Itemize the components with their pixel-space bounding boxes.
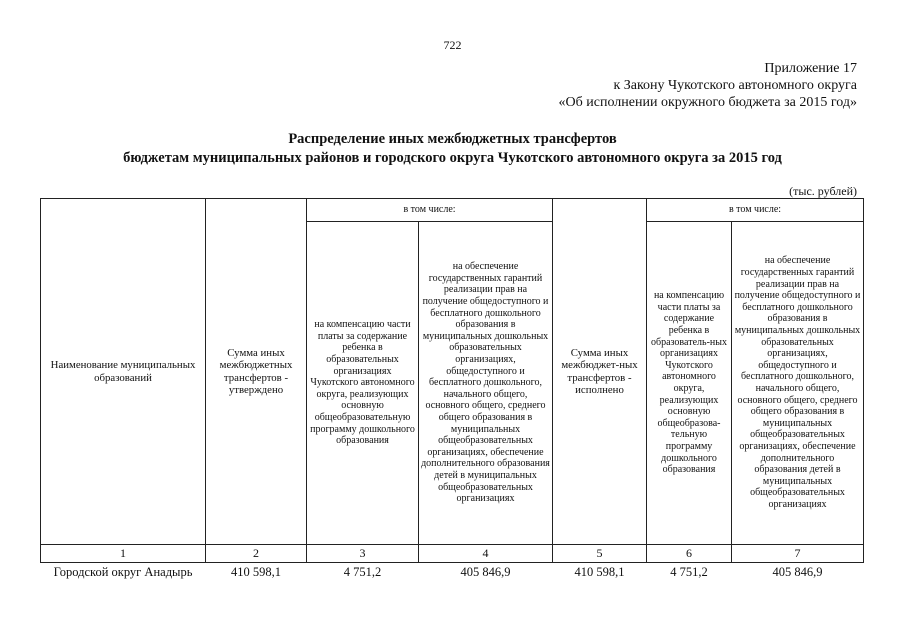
row-name: Городской округ Анадырь	[53, 564, 193, 579]
column-number: 6	[686, 545, 692, 560]
column-number: 1	[120, 545, 126, 560]
row-guar-executed: 405 846,9	[772, 564, 823, 579]
row-sum-executed: 410 598,1	[574, 564, 625, 579]
header-including-2: в том числе:	[728, 204, 782, 216]
header-comp-approved: на компенсацию части платы за содержание ребенка в образовательных организациях Чукотского автономного округа, реализующих основную общеобразовательную программу дошкольного образования	[310, 319, 415, 447]
appendix-number: Приложение 17	[764, 61, 857, 76]
column-number: 7	[794, 545, 801, 560]
document-subtitle: бюджетам муниципальных районов и городского округа Чукотского автономного округа за 2015 год	[123, 150, 782, 166]
column-number: 5	[596, 545, 603, 560]
row-guar-approved: 405 846,9	[460, 564, 511, 579]
column-number: 3	[359, 545, 366, 560]
header-guar-executed: на обеспечение государственных гарантий реализации прав на получение общедоступного и бесплатного дошкольного образования в муниципальных дошкольных образовательных организациях, общедоступного и бесплатного дошкольного, начального общего, основного общего, среднего общего образования в муниципальных общеобразовательных организациях, обеспечение дополнительного образования детей в муниципальных общеобразовательных организациях	[734, 255, 861, 510]
header-comp-executed: на компенсацию части платы за содержание ребенка в образователь-ных организациях Чукотского автономного округа, реализующих основную общеобразова-тельную программу дошкольного образования	[651, 290, 727, 476]
header-including: в том числе:	[403, 204, 456, 216]
header-sum-executed: Сумма иных межбюджет-ных трансфертов - исполнено	[561, 346, 638, 396]
document-title: Распределение иных межбюджетных трансфертов	[288, 131, 617, 147]
appendix-law: к Закону Чукотского автономного округа	[613, 78, 857, 93]
page-number: 722	[443, 38, 462, 52]
column-number: 2	[253, 545, 259, 560]
header-sum-approved: Сумма иных межбюджетных трансфертов - утверждено	[219, 346, 293, 396]
units-label: (тыс. рублей)	[789, 184, 857, 198]
header-name: Наименование муниципальных образований	[50, 359, 196, 384]
row-comp-executed: 4 751,2	[670, 564, 708, 579]
row-sum-approved: 410 598,1	[231, 564, 281, 579]
appendix-law-title: «Об исполнении окружного бюджета за 2015 год»	[558, 95, 857, 110]
row-comp-approved: 4 751,2	[343, 564, 382, 579]
column-number: 4	[482, 545, 489, 560]
header-guar-approved: на обеспечение государственных гарантий реализации прав на получение общедоступного и бесплатного дошкольного образования в муниципальных дошкольных образовательных организациях, общедоступного и бесплатного дошкольного, начального общего, основного общего, среднего общего образования в муниципальных общеобразовательных организациях, обеспечение дополнительного образования детей в муниципальных общеобразовательных организациях	[421, 261, 550, 505]
